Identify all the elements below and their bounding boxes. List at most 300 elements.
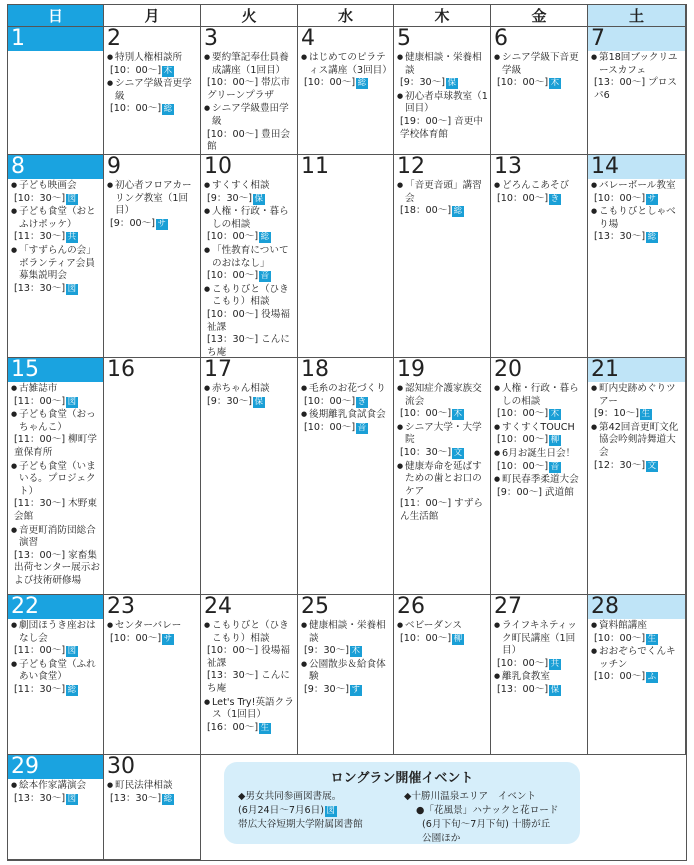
event-title[interactable]: ● 音更町消防団総合演習 [11,524,101,550]
event-list [588,619,685,684]
day-cell [394,27,491,155]
venue-badge: サ [647,193,657,204]
event-title[interactable]: ● 赤ちゃん相談 [204,382,295,396]
event-time [204,645,295,670]
day-cell [298,595,394,755]
event-time [591,193,683,206]
event-time [204,129,295,154]
event-time-text: [9：30～] [207,395,252,407]
day-cell [394,358,491,595]
day-number: 29 [8,755,103,779]
event-title[interactable]: ● 古雑誌市 [11,382,101,396]
event-title[interactable]: ● 第42回音更町文化協会吟剣詩舞道大会 [591,421,683,460]
venue-badge: 文 [453,447,463,458]
longrun-right-head: ◆十勝川温泉エリア イベント [404,791,537,802]
day-cell [104,595,201,755]
day-cell [8,358,104,595]
weekday-header-thu: 木 [394,5,491,27]
event-time-text: [10：00～] 豊田会館 [207,128,290,153]
venue-badge: 保 [447,78,457,89]
event-time [397,205,488,218]
day-number: 13 [494,155,522,179]
day-number: 21 [588,358,685,382]
event-time [494,193,585,206]
longrun-left-dates-text: (6月24日～7月6日) [238,805,324,816]
day-number: 1 [8,27,103,51]
venue-badge: 木 [550,409,560,420]
event-title[interactable]: ● シニア学級下音更学級 [494,51,585,77]
event-title[interactable]: ● 6月お誕生日会！ [494,447,585,461]
event-time [494,684,585,697]
event-time-text: [9：30～] [304,645,349,657]
event-time [494,658,585,671]
event-list [8,179,103,295]
venue-badge: 音 [357,422,367,433]
event-time-text: [10：00～] [400,632,452,644]
event-time-text: [11：00～] [14,395,66,407]
event-list [298,51,393,90]
event-title[interactable]: ● 初心者フロアカーリング教室（1回目） [107,179,198,218]
event-title[interactable]: ● 初心者卓球教室（1回目） [397,90,488,116]
event-time-text: [10：00～] 帯広市グリーンプラザ [207,77,290,101]
day-cell [8,595,104,755]
event-time-text: [10：30～] [400,446,452,458]
event-time [301,645,391,658]
event-title[interactable]: ● ライフキネティック町民講座（1回目） [494,619,585,658]
event-list [298,382,393,434]
venue-badge: 総 [647,232,657,243]
day-number: 27 [494,595,522,619]
venue-badge: き [550,193,560,204]
day-cell [588,358,686,595]
event-time [494,434,585,447]
day-cell [491,27,588,155]
venue-badge: サ [157,218,167,229]
event-time [107,103,198,116]
event-list [201,382,297,408]
event-time [301,396,391,409]
day-cell [491,595,588,755]
weekday-header-sat: 土 [588,5,686,27]
day-number: 20 [494,358,522,382]
day-cell [588,27,686,155]
longrun-right-line1: ●「花風景」ハナックと花ロード [416,805,559,816]
longrun-right-line3: 公園ほか [422,833,461,844]
event-time [591,460,683,473]
day-number: 12 [397,155,425,179]
event-list [394,51,490,141]
longrun-right [404,790,559,846]
longrun-left-dates [238,804,363,818]
event-title[interactable]: ● こもりびと（ひきこもり）相談 [204,619,295,645]
event-time [494,461,585,474]
event-title[interactable]: ● 健康相談・栄養相談 [301,619,391,645]
event-time-text: [11：30～] [14,683,66,695]
event-time-text: [10：00～] [497,408,549,420]
event-time-text: [10：00～] [304,421,356,433]
day-cell [298,358,394,595]
event-time-text: [10：00～] 役場福祉課 [207,308,290,333]
event-title[interactable]: ● 「音更音頭」講習会 [397,179,488,205]
day-number: 7 [588,27,685,51]
day-number: 11 [301,155,329,179]
event-time [11,550,101,588]
event-time-text: [11：00～] 柳町学童保育所 [14,434,97,458]
day-number: 19 [397,358,425,382]
day-cell [104,27,201,155]
event-time [11,645,101,658]
event-time-text: [13：00～] [497,683,549,695]
venue-badge: 木 [550,78,560,89]
event-list [298,619,393,697]
event-list [394,619,490,645]
day-cell [201,27,298,155]
day-cell [491,155,588,358]
event-time-text: [10：00～] [497,77,549,89]
day-cell [588,595,686,755]
venue-badge: 総 [453,206,463,217]
event-title[interactable]: ● 町内史跡めぐりツアー [591,382,683,408]
event-list [491,619,587,697]
event-time-text: [10：00～] [207,270,259,282]
event-list [8,619,103,697]
event-list [588,382,685,472]
venue-badge: 図 [67,646,77,657]
longrun-left [238,790,363,832]
longrun-title: ロングラン開催イベント [330,771,474,786]
event-list [201,179,297,358]
venue-badge: サ [163,633,173,644]
event-time [11,193,101,206]
event-time [107,633,198,646]
day-number: 3 [204,27,218,51]
event-time-text: [13：30～] [14,792,66,804]
day-number: 15 [8,358,103,382]
venue-badge: 音 [260,271,270,282]
venue-badge: 木 [351,646,361,657]
day-cell [104,755,201,860]
event-time [204,309,295,334]
event-time [301,77,391,90]
day-cell [104,358,201,595]
event-time-text: [18：00～] [400,205,452,217]
event-time [397,447,488,460]
day-cell [201,155,298,358]
event-time [11,283,101,296]
weekday-header-sun: 日 [8,5,104,27]
event-title[interactable]: ● こもりびと（ひきこもり）相談 [204,283,295,309]
event-time [204,231,295,244]
venue-badge: 総 [163,793,173,804]
event-title[interactable]: ● 後期離乳食試食会 [301,408,391,422]
weekday-header-mon: 月 [104,5,201,27]
event-time [591,231,683,244]
event-time [11,793,101,806]
venue-badge: 共 [67,232,77,243]
event-title[interactable]: ● ベビーダンス [397,619,488,633]
venue-badge: 生 [647,633,657,644]
event-list [394,179,490,218]
event-time [11,498,101,523]
event-title[interactable]: ● シニア学級豊田学級 [204,102,295,128]
day-number: 16 [107,358,135,382]
event-time-text: [10：00～] [497,434,549,446]
event-time-text: [11：00～] すずらん生活館 [400,498,484,522]
event-title[interactable]: ● 健康寿命を延ばすための歯とお口のケア [397,460,488,499]
event-time [204,193,295,206]
event-title[interactable]: ● 要約筆記奉仕員養成講座（1回目） [204,51,295,77]
day-number: 18 [301,358,329,382]
day-number: 23 [107,595,135,619]
venue-badge: 図 [326,806,335,816]
event-list [201,51,297,154]
event-time [11,396,101,409]
event-time [397,633,488,646]
venue-badge: 保 [254,193,264,204]
event-time [397,408,488,421]
day-cell [394,595,491,755]
event-time-text: [10：00～] [594,192,646,204]
event-list [104,619,200,645]
day-number: 5 [397,27,411,51]
event-title[interactable]: ● 子ども映画会 [11,179,101,193]
event-time [11,231,101,244]
event-title[interactable]: ● 「すずらんの会」ボランティア会員募集説明会 [11,244,101,283]
day-number: 6 [494,27,508,51]
event-time [204,396,295,409]
event-time [494,487,585,500]
event-time-text: [10：00～] [594,632,646,644]
day-cell [201,358,298,595]
event-title[interactable]: ● はじめてのピラティス講座（3回目） [301,51,391,77]
day-number: 9 [107,155,121,179]
event-time [591,671,683,684]
weekday-header-wed: 水 [298,5,394,27]
event-time-text: [11：00～] [14,645,66,657]
event-time-text: [10：00～] [207,231,259,243]
event-list [491,382,587,499]
event-title[interactable]: ● 子ども食堂（ふれあい食堂） [11,658,101,684]
event-time [204,270,295,283]
event-time [301,422,391,435]
event-time-text: [10：00～] [497,657,549,669]
event-time-text: [9：10～] [594,408,639,420]
event-time [301,684,391,697]
event-list [491,51,587,90]
event-time [11,434,101,459]
event-time [11,684,101,697]
event-time [204,670,295,695]
day-cell [491,358,588,595]
event-time-text: [9：30～] [400,77,445,89]
event-time-text: [10：00～] [594,671,646,683]
event-time [397,498,488,523]
event-title[interactable]: ● 第18回ブックリユースカフェ [591,51,683,77]
event-list [588,179,685,244]
event-time-text: [13：00～] プロスパ6 [594,77,677,101]
event-time-text: [13：30～] [110,792,162,804]
event-time [204,77,295,102]
day-cell [394,155,491,358]
event-title[interactable]: ● 「性教育についてのおはなし」 [204,244,295,270]
event-title[interactable]: ● 健康相談・栄養相談 [397,51,488,77]
event-time-text: [13：30～] こんにち庵 [207,670,290,694]
venue-badge: 柳 [453,633,463,644]
event-title[interactable]: ● 子ども食堂（いまいる。プロジェクト） [11,460,101,499]
event-time [397,116,488,141]
venue-badge: 生 [641,409,651,420]
longrun-left-head: ◆男女共同参画図書展。 [238,791,342,802]
venue-badge: 図 [67,396,77,407]
event-title[interactable]: ● 人権・行政・暮らしの相談 [494,382,585,408]
venue-badge: 柳 [550,435,560,446]
venue-badge: 共 [550,658,560,669]
event-time-text: [10：00～] [304,77,356,89]
venue-badge: ふ [647,672,657,683]
day-number: 28 [588,595,685,619]
event-time [494,408,585,421]
event-time-text: [10：00～] [497,192,549,204]
event-list [104,779,200,805]
event-title[interactable]: ● 認知症介護家族交流会 [397,382,488,408]
event-list [8,382,103,588]
event-time [107,793,198,806]
event-title[interactable]: ● Let's Try!英語クラス（1回目） [204,696,295,722]
event-time-text: [9：30～] [304,683,349,695]
event-title[interactable]: ● すくすく相談 [204,179,295,193]
day-number: 4 [301,27,315,51]
venue-badge: 文 [647,460,657,471]
venue-badge: 総 [67,684,77,695]
event-title[interactable]: ● 人権・行政・暮らしの相談 [204,205,295,231]
event-time-text: [11：30～] 木野東会館 [14,498,97,522]
event-title[interactable]: ● どろんこあそび [494,179,585,193]
event-title[interactable]: ● センターバレー [107,619,198,633]
event-time-text: [19：00～] 音更中学校体育館 [400,115,483,140]
venue-badge: き [357,396,367,407]
event-time-text: [13：30～] [14,282,66,294]
day-number: 10 [204,155,232,179]
day-number: 2 [107,27,121,51]
event-title[interactable]: ● シニア大学・大学院 [397,421,488,447]
event-time-text: [16：00～] [207,721,259,733]
venue-badge: 図 [67,193,77,204]
day-number: 8 [8,155,103,179]
event-time-text: [10：00～] [400,408,452,420]
event-list [201,619,297,734]
event-title[interactable]: ● 子ども食堂（おっちゃんこ） [11,408,101,434]
event-time [494,77,585,90]
event-time-text: [9：00～] [110,217,155,229]
venue-badge: 図 [67,793,77,804]
venue-badge: 木 [453,409,463,420]
event-time [591,633,683,646]
day-cell [588,155,686,358]
event-title[interactable]: ● 町民春季柔道大会 [494,473,585,487]
event-title[interactable]: ● おおぞらでくんキッチン [591,645,683,671]
event-time [204,334,295,358]
day-cell [298,155,394,358]
event-list [491,179,587,205]
event-time-text: [10：00～] [110,632,162,644]
event-time-text: [10：30～] [14,192,66,204]
day-cell [104,155,201,358]
event-time [204,722,295,735]
event-title[interactable]: ● 特別人権相談所 [107,51,198,65]
venue-badge: 総 [260,232,270,243]
event-time-text: [13：30～] [594,231,646,243]
event-title[interactable]: ● 町民法律相談 [107,779,198,793]
event-time-text: [13：00～] 家畜集出荷センター展示および技術研修場 [14,549,100,586]
event-title[interactable]: ● 離乳食教室 [494,670,585,684]
event-time [107,65,198,78]
day-number: 30 [107,755,135,779]
event-title[interactable]: ● 資料館講座 [591,619,683,633]
event-list [104,51,200,116]
event-title[interactable]: ● バレーボール教室 [591,179,683,193]
event-title[interactable]: ● 劇団ほうき座おはなし会 [11,619,101,645]
day-number: 14 [588,155,685,179]
venue-badge: 図 [67,283,77,294]
day-number: 26 [397,595,425,619]
venue-badge: 木 [163,65,173,76]
event-title[interactable]: ● 子ども食堂（おとふけポッケ） [11,205,101,231]
event-time-text: [13：30～] こんにち庵 [207,334,290,358]
event-list [104,179,200,230]
longrun-left-venue: 帯広大谷短期大学附属図書館 [238,819,363,830]
day-cell [8,755,104,860]
venue-badge: 保 [550,684,560,695]
day-number: 25 [301,595,329,619]
event-time-text: [9：30～] [207,192,252,204]
day-cell [201,595,298,755]
event-time-text: [10：00～] [304,395,356,407]
event-title[interactable]: ● 毛糸のお花づくり [301,382,391,396]
event-time-text: [11：30～] [14,231,66,243]
venue-badge: 総 [163,104,173,115]
event-time [591,77,683,102]
venue-badge: 生 [260,722,270,733]
event-title[interactable]: ● 公園散歩＆給食体験 [301,658,391,684]
event-time-text: [10：00～] [110,103,162,115]
event-title[interactable]: ● すくすくTOUCH [494,421,585,435]
venue-badge: 総 [357,78,367,89]
event-time-text: [10：00～] 役場福祉課 [207,645,290,669]
weekday-header-tue: 火 [201,5,298,27]
event-time [591,408,683,421]
event-title[interactable]: ● 絵本作家講演会 [11,779,101,793]
day-number: 17 [204,358,232,382]
event-list [8,779,103,805]
calendar [7,4,687,861]
event-list [588,51,685,102]
venue-badge: す [351,684,361,695]
event-list [394,382,490,524]
day-cell [8,27,104,155]
day-cell [298,27,394,155]
day-number: 22 [8,595,103,619]
longrun-panel [224,762,580,844]
event-title[interactable]: ● こもりびとしゃべり場 [591,205,683,231]
weekday-header-fri: 金 [491,5,588,27]
event-time [107,218,198,231]
event-time [397,77,488,90]
event-time-text: [10：00～] [497,460,549,472]
venue-badge: 音 [550,461,560,472]
event-title[interactable]: ● シニア学級音更学級 [107,77,198,103]
event-time-text: [9：00～] 武道館 [497,486,574,498]
event-time-text: [10：00～] [110,64,162,76]
